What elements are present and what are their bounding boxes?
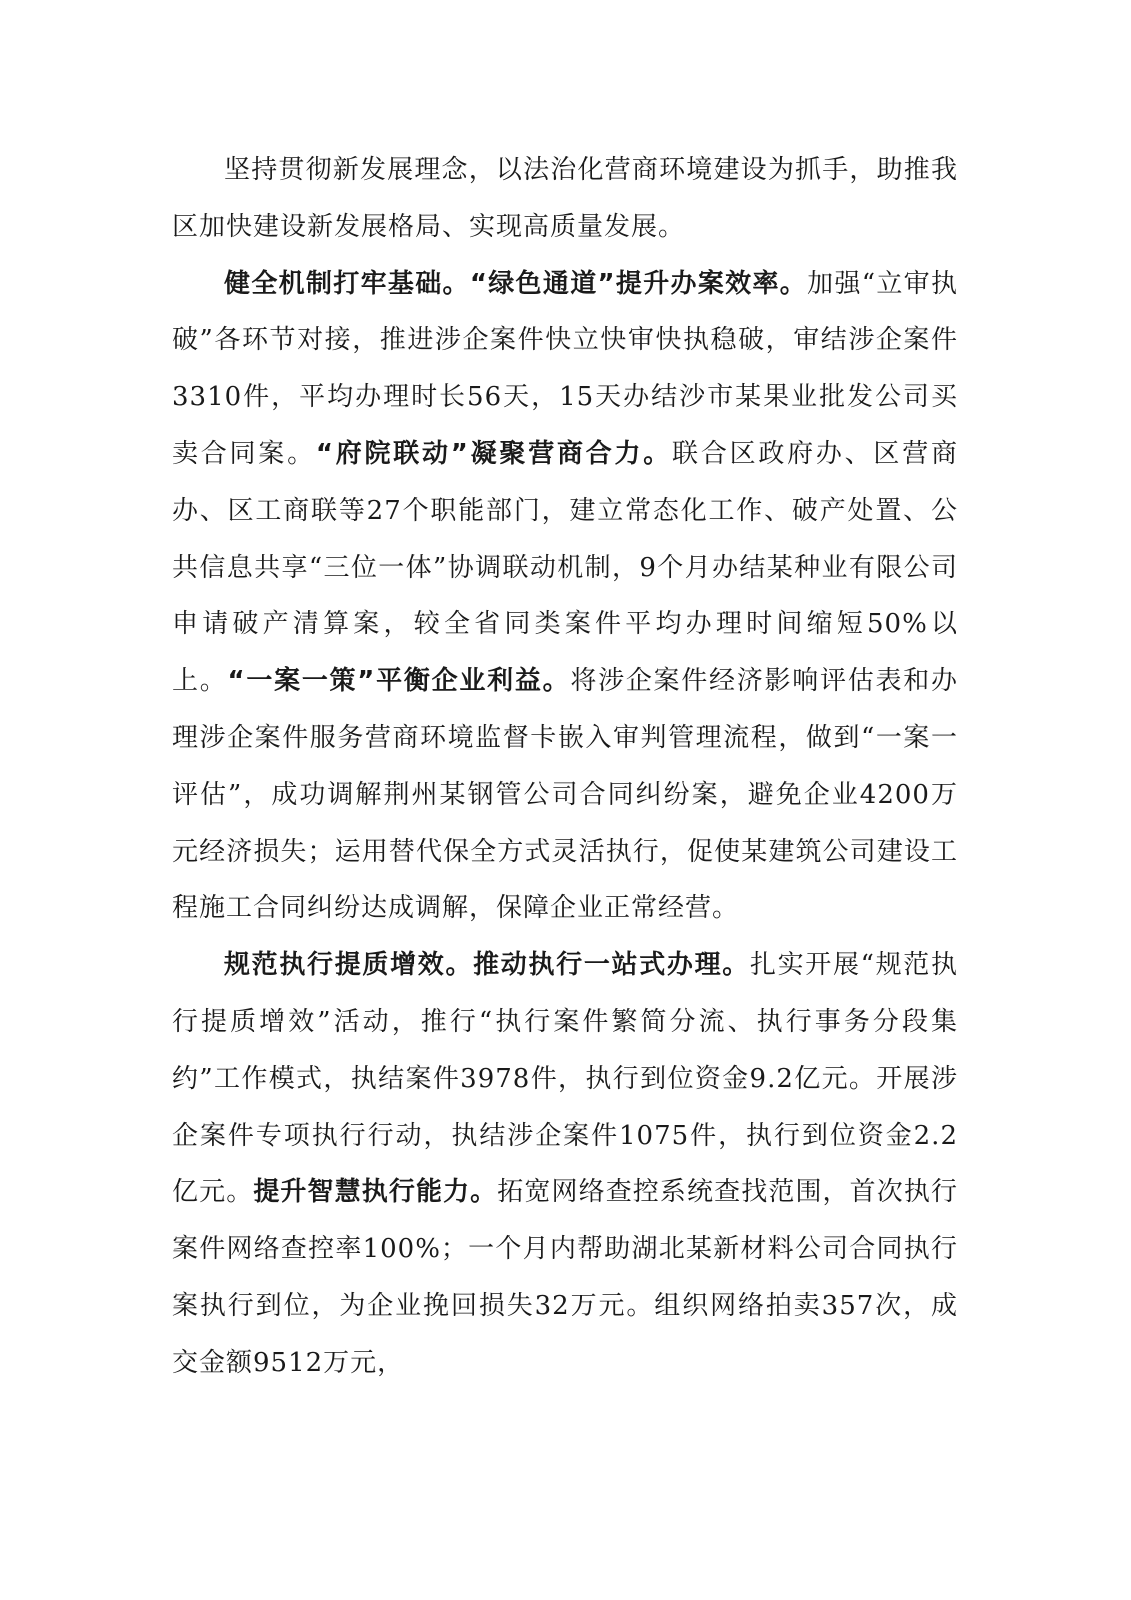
heading-one-case-one-policy: “一案一策”平衡企业利益。 <box>227 666 571 697</box>
paragraph-mechanism <box>172 256 958 938</box>
enforcement-text-2: 拓宽网络查控系统查找范围，首次执行案件网络查控率100%；一个月内帮助湖北某新材料公司合同执行案执行到位，为企业挽回损失32万元。组织网络拍卖357次，成交金额9512万元， <box>172 1177 958 1378</box>
heading-mechanism: 健全机制打牢基础。“绿色通道”提升办案效率。 <box>224 268 808 299</box>
heading-linkage: “府院联动”凝聚营商合力。 <box>315 438 673 469</box>
mechanism-text-1: 加强“立审执破”各环节对接，推进涉企案件快立快审快执稳破，审结涉企案件3310件，平均办理时长56天，15天办结沙市某果业批发公司买卖合同案。 <box>172 268 958 469</box>
heading-smart-enforcement: 提升智慧执行能力。 <box>253 1177 498 1208</box>
document-page <box>172 142 958 1392</box>
mechanism-text-2: 联合区政府办、区营商办、区工商联等27个职能部门，建立常态化工作、破产处置、公共信息共享“三位一体”协调联动机制，9个月办结某种业有限公司申请破产清算案，较全省同类案件平均办理时间缩短50%以上。 <box>172 438 958 697</box>
intro-text: 坚持贯彻新发展理念，以法治化营商环境建设为抓手，助推我区加快建设新发展格局、实现高质量发展。 <box>172 155 958 242</box>
heading-enforcement: 规范执行提质增效。推动执行一站式办理。 <box>224 950 750 981</box>
paragraph-enforcement <box>172 937 958 1391</box>
paragraph-intro <box>172 142 958 256</box>
mechanism-text-3: 将涉企案件经济影响评估表和办理涉企案件服务营商环境监督卡嵌入审判管理流程，做到“一案一评估”，成功调解荆州某钢管公司合同纠纷案，避免企业4200万元经济损失；运用替代保全方式灵活执行，促使某建筑公司建设工程施工合同纠纷达成调解，保障企业正常经营。 <box>172 666 958 924</box>
enforcement-text-1: 扎实开展“规范执行提质增效”活动，推行“执行案件繁简分流、执行事务分段集约”工作模式，执结案件3978件，执行到位资金9.2亿元。开展涉企案件专项执行行动，执结涉企案件1075件，执行到位资金2.2亿元。 <box>172 950 958 1208</box>
